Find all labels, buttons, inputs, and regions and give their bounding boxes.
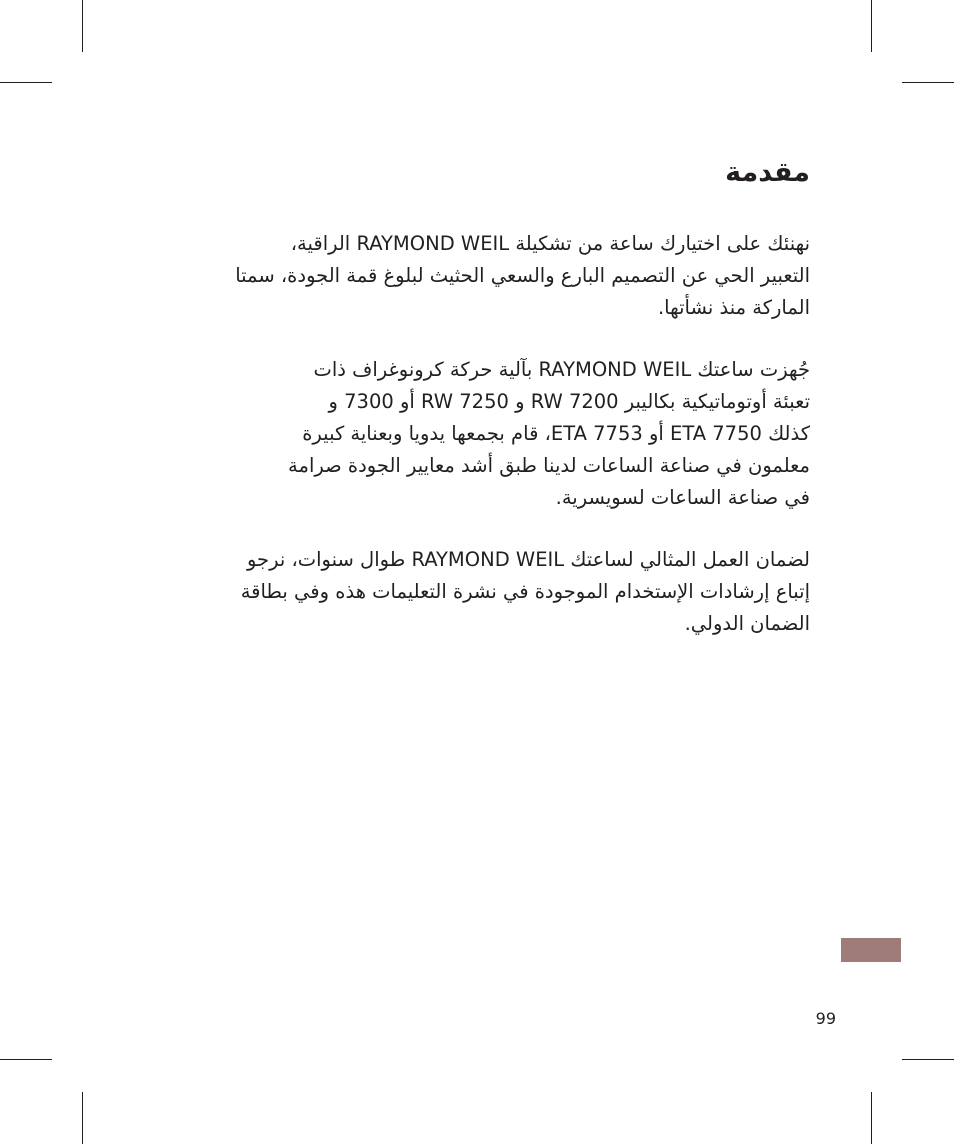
page-number: 99 [815, 1009, 836, 1028]
crop-mark-top-left-horizontal [0, 82, 52, 83]
crop-mark-bottom-left [82, 1092, 83, 1144]
text-line: كذلك ETA 7750 أو ETA 7753، قام بجمعها يدويا وبعناية كبيرة [302, 422, 810, 445]
paragraph-instructions [180, 544, 810, 640]
text-line: معلمون في صناعة الساعات لدينا طبق أشد معايير الجودة صرامة [288, 454, 810, 477]
text-line: جُهزت ساعتك RAYMOND WEIL بآلية حركة كرونوغراف ذات [313, 358, 810, 381]
page-title: مقدمة [725, 157, 810, 189]
text-line: لضمان العمل المثالي لساعتك RAYMOND WEIL طوال سنوات، نرجو [246, 548, 810, 571]
text-line: التعبير الحي عن التصميم البارع والسعي الحثيث لبلوغ قمة الجودة، سمتا [235, 264, 810, 287]
crop-mark-top-right [871, 0, 872, 52]
paragraph-movement [180, 354, 810, 514]
document-body [180, 228, 810, 670]
text-line: إتباع إرشادات الإستخدام الموجودة في نشرة التعليمات هذه وفي بطاقة [240, 580, 810, 603]
crop-mark-top-left [82, 0, 83, 52]
text-line: الماركة منذ نشأتها. [657, 296, 810, 319]
text-line: نهنئك على اختيارك ساعة من تشكيلة RAYMOND WEIL الراقية، [290, 232, 810, 255]
section-tab-marker [841, 938, 901, 962]
crop-mark-bottom-right [871, 1092, 872, 1144]
text-line: تعبئة أوتوماتيكية بكاليبر RW 7200 و RW 7250 أو 7300 و [328, 390, 810, 413]
text-line: الضمان الدولي. [684, 612, 810, 635]
crop-mark-bottom-right-horizontal [902, 1059, 954, 1060]
text-line: في صناعة الساعات لسويسرية. [555, 486, 810, 509]
crop-mark-top-right-horizontal [902, 82, 954, 83]
crop-mark-bottom-left-horizontal [0, 1059, 52, 1060]
paragraph-intro [180, 228, 810, 324]
